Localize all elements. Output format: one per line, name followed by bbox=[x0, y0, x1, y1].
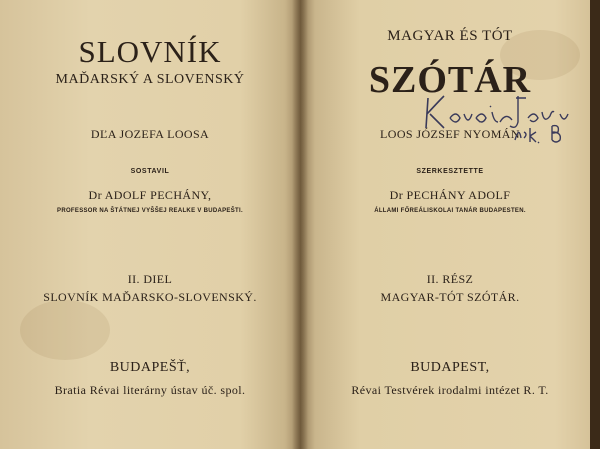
right-volume-title: MAGYAR-TÓT SZÓTÁR. bbox=[380, 290, 520, 304]
handwritten-signature bbox=[420, 88, 590, 148]
right-based-on: LOOS JÓZSEF NYOMÁN bbox=[380, 127, 520, 141]
left-compiled-label: SOSTAVIL bbox=[130, 168, 170, 175]
left-volume-title: SLOVNÍK MAĎARSKO-SLOVENSKÝ. bbox=[43, 290, 257, 304]
left-publisher: Bratia Révai literárny ústav úč. spol. bbox=[54, 383, 246, 397]
left-author: Dr ADOLF PECHÁNY, bbox=[88, 188, 212, 202]
left-author-position: PROFESSOR NA ŠTÁTNEJ VYŠŠEJ REALKE V BUDAPEŠTI. bbox=[57, 208, 243, 214]
left-volume: II. DIEL bbox=[127, 272, 173, 286]
left-city: BUDAPEŠŤ, bbox=[109, 360, 191, 375]
left-based-on: DĽA JOZEFA LOOSA bbox=[90, 127, 210, 141]
page-edge bbox=[590, 0, 600, 449]
right-author: Dr PECHÁNY ADOLF bbox=[389, 188, 511, 202]
right-publisher: Révai Testvérek irodalmi intézet R. T. bbox=[351, 383, 549, 397]
book-gutter bbox=[292, 0, 308, 449]
left-subtitle: MAĎARSKÝ A SLOVENSKÝ bbox=[55, 72, 245, 87]
left-title: SLOVNÍK bbox=[78, 34, 222, 69]
right-title: SZÓTÁR bbox=[368, 59, 532, 101]
right-city: BUDAPEST, bbox=[410, 360, 490, 375]
right-author-position: ÁLLAMI FŐREÁLISKOLAI TANÁR BUDAPESTEN. bbox=[374, 208, 526, 214]
right-heading: MAGYAR ÉS TÓT bbox=[387, 28, 513, 44]
paper-stain bbox=[20, 300, 110, 360]
right-title-page bbox=[300, 0, 600, 449]
right-volume: II. RÉSZ bbox=[426, 272, 474, 286]
right-edited-label: SZERKESZTETTE bbox=[416, 168, 484, 175]
